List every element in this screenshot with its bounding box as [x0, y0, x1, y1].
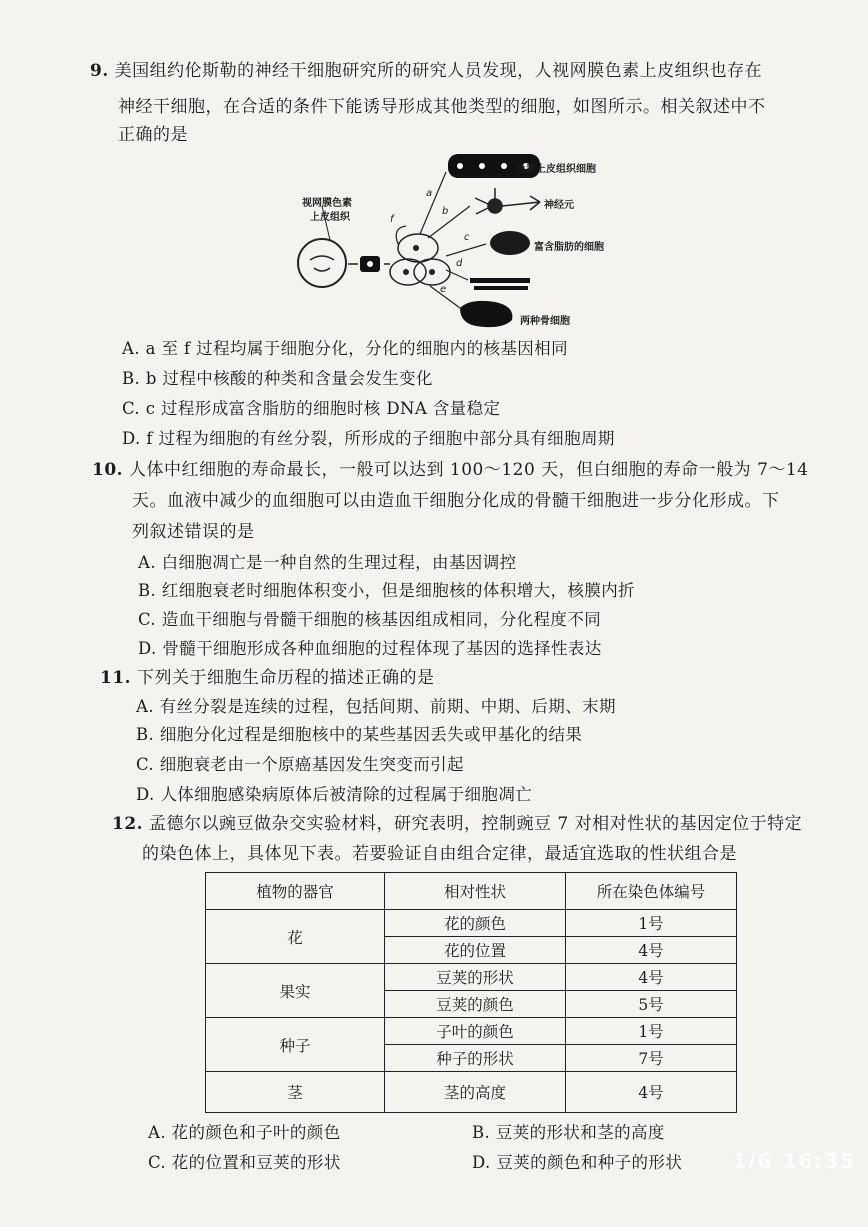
label-retina-line-1: 视网膜色素: [302, 198, 352, 209]
arrow-label-c: c: [464, 232, 470, 243]
chrom-cell: 7号: [566, 1045, 737, 1072]
label-bone-cell: 两种骨细胞: [520, 316, 570, 327]
trait-cell: 豆荚的颜色: [385, 991, 566, 1018]
organ-cell: 果实: [206, 964, 385, 1018]
q11-option-b[interactable]: B. 细胞分化过程是细胞核中的某些基因丢失或甲基化的结果: [136, 725, 583, 744]
table-row: [206, 1018, 737, 1045]
trait-chromosome-table: [205, 872, 737, 1113]
q11-option-d[interactable]: D. 人体细胞感染病原体后被清除的过程属于细胞凋亡: [136, 785, 533, 804]
q12-stem-line-2: 的染色体上，具体见下表。若要验证自由组合定律，最适宜选取的性状组合是: [142, 844, 737, 864]
q9-differentiation-figure: [280, 148, 610, 338]
q10-stem-line-2: 天。血液中减少的血细胞可以由造血干细胞分化成的骨髓干细胞进一步分化形成。下: [132, 491, 780, 511]
chrom-cell: 4号: [566, 1072, 737, 1113]
chrom-cell: 4号: [566, 937, 737, 964]
q11-number: 11.: [100, 668, 132, 688]
q12-option-b[interactable]: B. 豆荚的形状和茎的高度: [472, 1123, 665, 1142]
organ-cell: 种子: [206, 1018, 385, 1072]
header-trait: 相对性状: [385, 873, 566, 910]
q12-option-c[interactable]: C. 花的位置和豆荚的形状: [148, 1153, 341, 1172]
trait-cell: 花的位置: [385, 937, 566, 964]
table-row: [206, 1072, 737, 1113]
q10-number: 10.: [92, 460, 124, 480]
q12-number: 12.: [112, 814, 144, 834]
chrom-cell: 5号: [566, 991, 737, 1018]
arrow-label-e: e: [440, 284, 447, 295]
chrom-cell: 4号: [566, 964, 737, 991]
q10-option-b[interactable]: B. 红细胞衰老时细胞体积变小，但是细胞核的体积增大，核膜内折: [138, 581, 636, 600]
organ-cell: 花: [206, 910, 385, 964]
table-row: [206, 910, 737, 937]
q9-option-b[interactable]: B. b 过程中核酸的种类和含量会发生变化: [122, 369, 433, 388]
q12-option-a[interactable]: A. 花的颜色和子叶的颜色: [148, 1123, 341, 1142]
arrow-label-a: a: [426, 188, 433, 199]
label-pigment-cell: 色素上皮组织细胞: [516, 164, 596, 175]
label-neuron: 神经元: [544, 200, 574, 211]
q11-option-a[interactable]: A. 有丝分裂是连续的过程，包括间期、前期、中期、后期、末期: [136, 697, 616, 716]
q10-option-d[interactable]: D. 骨髓干细胞形成各种血细胞的过程体现了基因的选择性表达: [138, 639, 602, 658]
tissue-nucleus: [367, 261, 373, 267]
trait-cell: 花的颜色: [385, 910, 566, 937]
q9-option-a[interactable]: A. a 至 f 过程均属于细胞分化，分化的细胞内的核基因相同: [122, 339, 568, 358]
table-row: [206, 964, 737, 991]
eye-lid-mark: [310, 256, 334, 260]
q9-stem-line-1: 9. 美国组约伦斯勒的神经干细胞研究所的研究人员发现，人视网膜色素上皮组织也存在: [90, 61, 763, 81]
q11-option-c[interactable]: C. 细胞衰老由一个原癌基因发生突变而引起: [136, 755, 464, 774]
label-fat-cell: 富含脂肪的细胞: [534, 242, 604, 253]
arrow-label-f: f: [390, 214, 394, 225]
trait-cell: 子叶的颜色: [385, 1018, 566, 1045]
trait-cell: 茎的高度: [385, 1072, 566, 1113]
trait-cell: 种子的形状: [385, 1045, 566, 1072]
organ-cell: 茎: [206, 1072, 385, 1113]
arrow-label-d: d: [456, 258, 463, 269]
trait-cell: 豆荚的形状: [385, 964, 566, 991]
q9-number: 9.: [90, 61, 109, 81]
q12-option-d[interactable]: D. 豆荚的颜色和种子的形状: [472, 1153, 683, 1172]
photo-timestamp-overlay: 1/6 16:35: [732, 1149, 856, 1173]
fat-cell: [490, 231, 530, 255]
fiber-cells: [470, 278, 530, 290]
header-chromosome: 所在染色体编号: [566, 873, 737, 910]
eye-lid-mark-lower: [314, 268, 330, 271]
q9-stem-line-3: 正确的是: [118, 125, 188, 145]
q9-option-d[interactable]: D. f 过程为细胞的有丝分裂，所形成的子细胞中部分具有细胞周期: [122, 429, 615, 448]
eye-icon: [298, 239, 346, 287]
bone-cell: [460, 301, 512, 327]
q10-option-c[interactable]: C. 造血干细胞与骨髓干细胞的核基因组成相同，分化程度不同: [138, 610, 602, 629]
chrom-cell: 1号: [566, 1018, 737, 1045]
label-retina-line-2: 上皮组织: [310, 212, 350, 223]
chrom-cell: 1号: [566, 910, 737, 937]
q10-stem-line-1: 10. 人体中红细胞的寿命最长，一般可以达到 100～120 天，但白细胞的寿命一般为 7～14: [92, 460, 809, 480]
neuron-cell: [475, 188, 540, 214]
q9-option-c[interactable]: C. c 过程形成富含脂肪的细胞时核 DNA 含量稳定: [122, 399, 501, 418]
q11-stem-line-1: 11. 下列关于细胞生命历程的描述正确的是: [100, 668, 435, 688]
table-header-row: [206, 873, 737, 910]
q10-option-a[interactable]: A. 白细胞凋亡是一种自然的生理过程，由基因调控: [138, 553, 517, 572]
q10-stem-line-3: 列叙述错误的是: [132, 522, 255, 542]
q12-stem-line-1: 12. 孟德尔以豌豆做杂交实验材料，研究表明，控制豌豆 7 对相对性状的基因定位于特定: [112, 814, 803, 834]
arrow-label-b: b: [442, 206, 449, 217]
q9-stem-line-2: 神经干细胞，在合适的条件下能诱导形成其他类型的细胞，如图所示。相关叙述中不: [118, 97, 766, 117]
header-organ: 植物的器官: [206, 873, 385, 910]
